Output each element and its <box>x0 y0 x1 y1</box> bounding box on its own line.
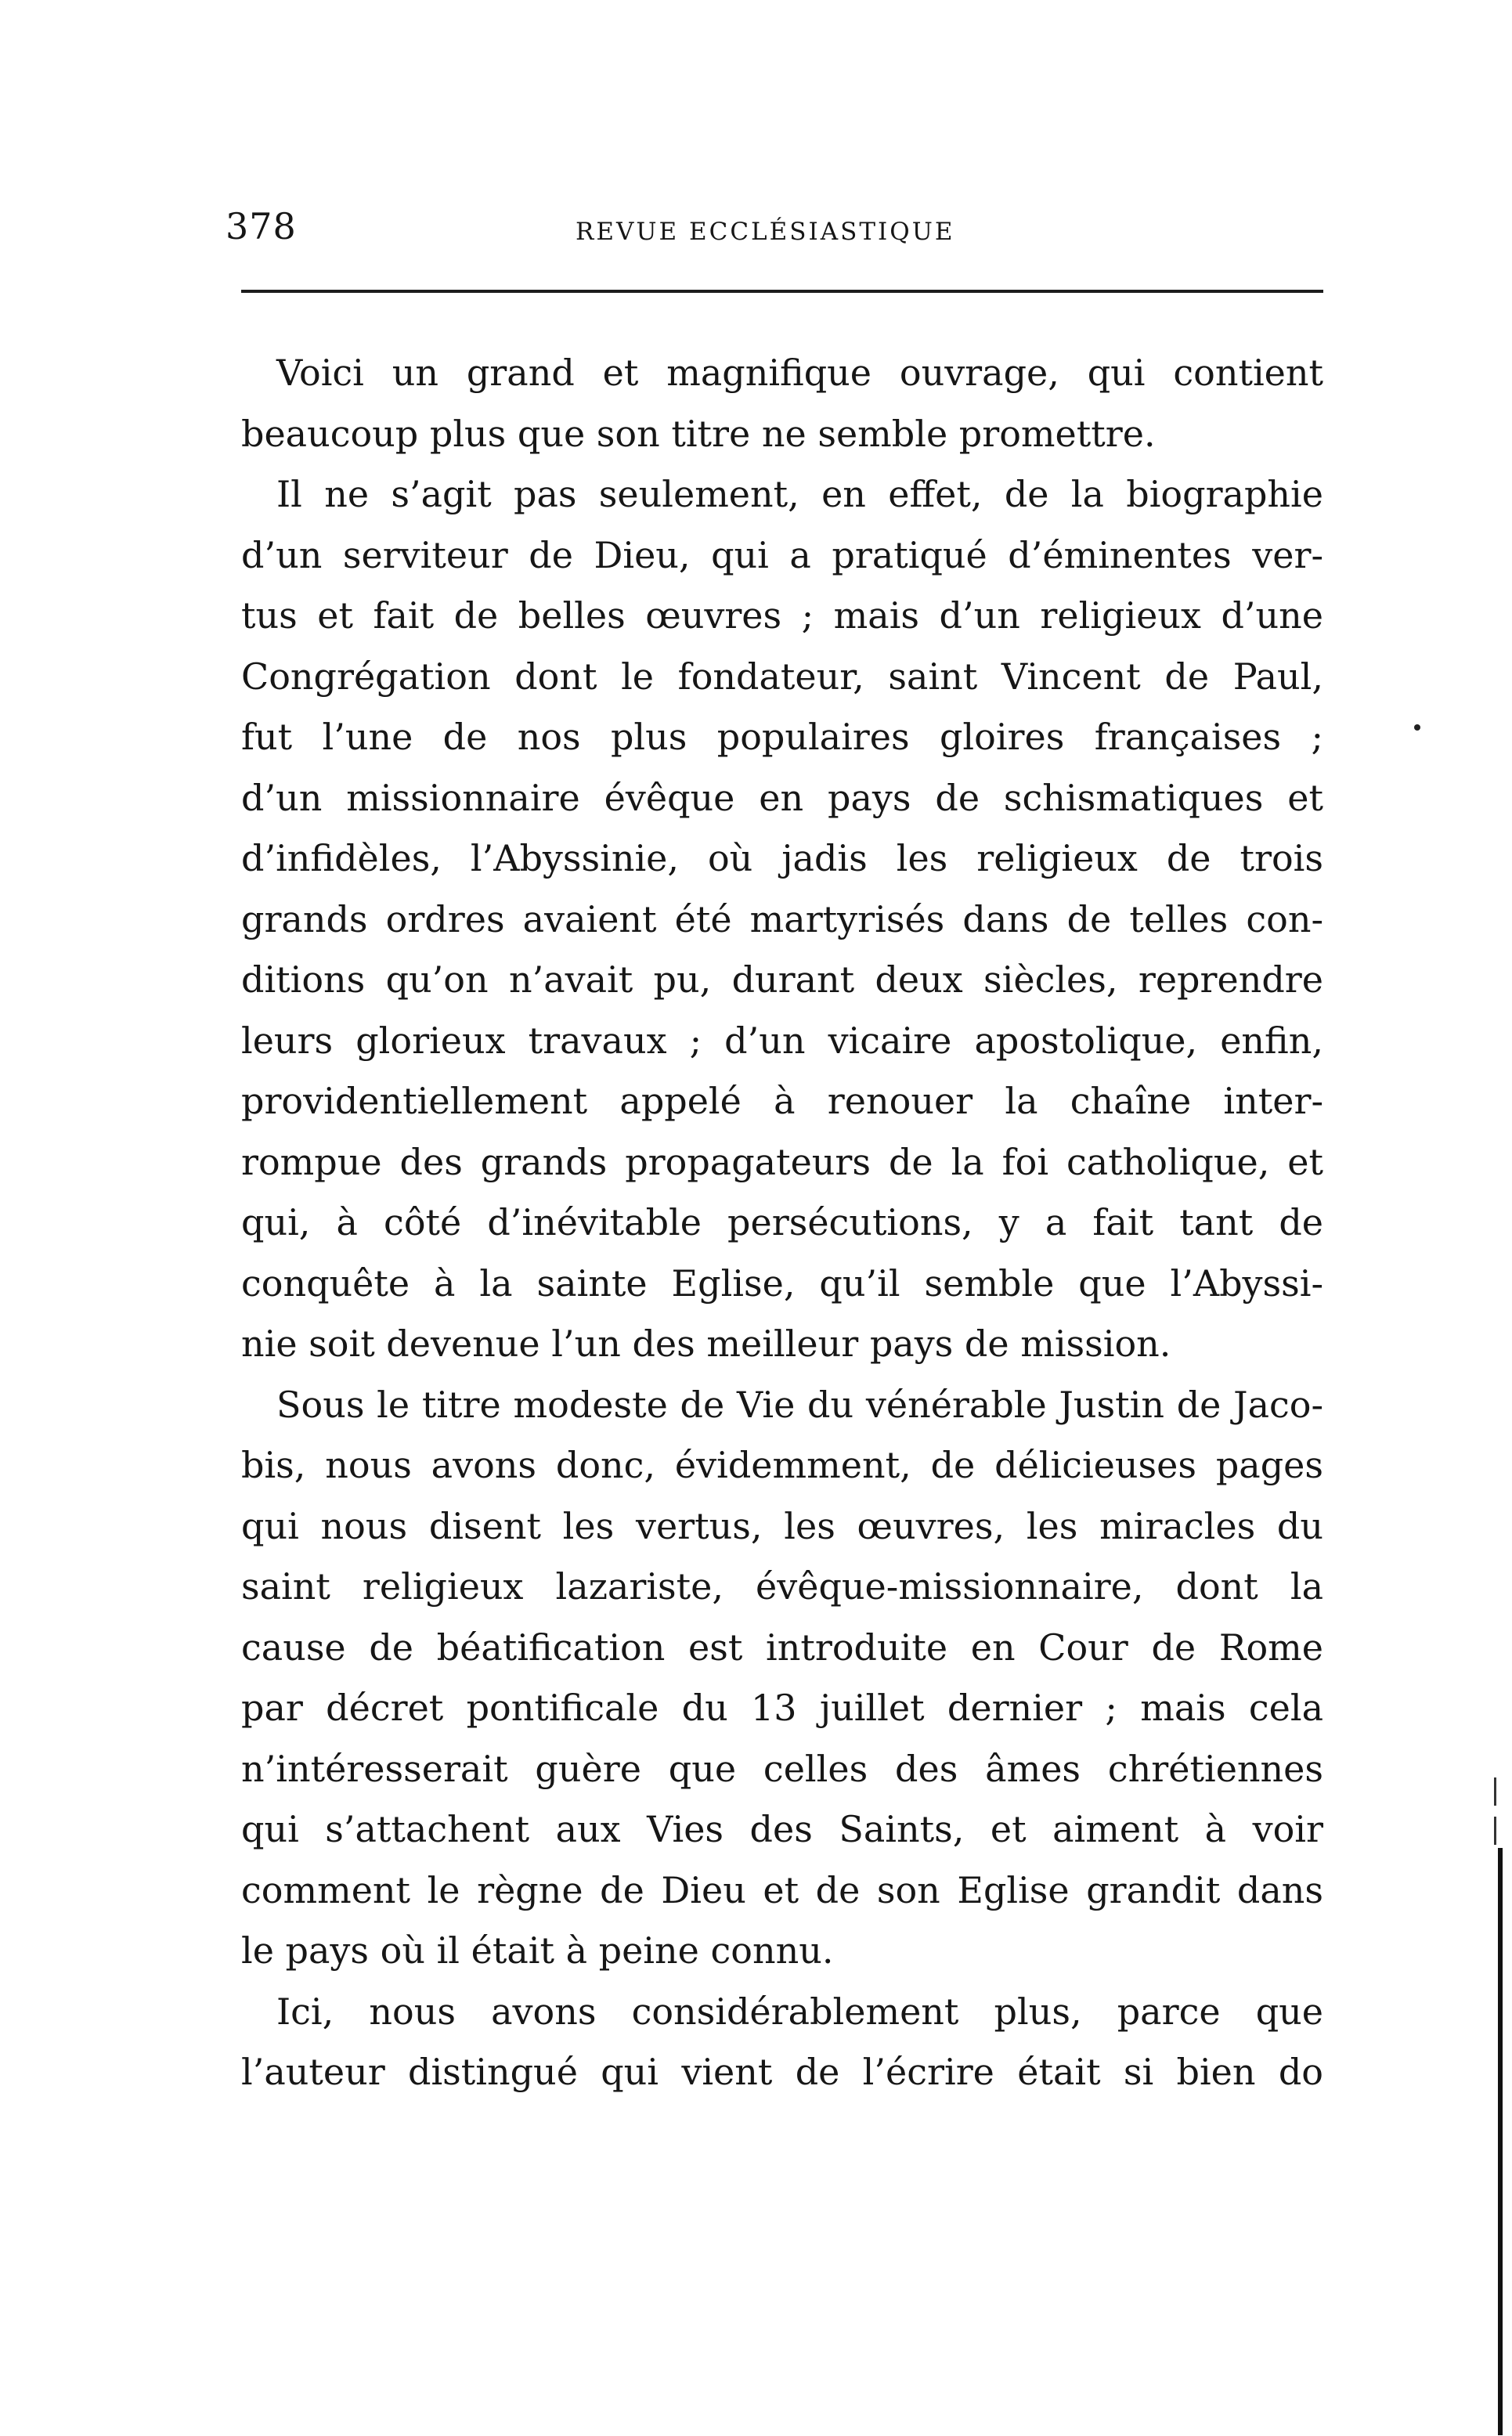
running-header: REVUE ECCLÉSIASTIQUE <box>576 218 955 246</box>
text-line: rompue des grands propagateurs de la foi catholique, et <box>241 1140 1323 1183</box>
text-line: conquête à la sainte Eglise, qu’il semble que l’Abyssi- <box>241 1261 1323 1305</box>
text-line: grands ordres avaient été martyrisés dans de telles con- <box>241 897 1323 940</box>
text-line: d’un missionnaire évêque en pays de schismatiques et <box>241 776 1323 819</box>
text-line: cause de béatification est introduite en Cour de Rome <box>241 1626 1323 1669</box>
article-body <box>241 343 1323 2103</box>
text-line: providentiellement appelé à renouer la chaîne inter- <box>241 1080 1323 1122</box>
text-line: ditions qu’on n’avait pu, durant deux siècles, reprendre <box>241 958 1323 1001</box>
text-line: saint religieux lazariste, évêque-missionnaire, dont la <box>241 1565 1323 1608</box>
text-line: beaucoup plus que son titre ne semble promettre. <box>241 412 1156 455</box>
text-line: bis, nous avons donc, évidemment, de délicieuses pages <box>241 1444 1323 1486</box>
text-line: par décret pontificale du 13 juillet dernier ; mais cela <box>241 1687 1323 1729</box>
text-line: qui, à côté d’inévitable persécutions, y a fait tant de <box>241 1201 1323 1243</box>
text-line: tus et fait de belles œuvres ; mais d’un religieux d’une <box>241 594 1323 637</box>
text-line: Il ne s’agit pas seulement, en effet, de la biographie <box>276 473 1323 515</box>
text-line: Congrégation dont le fondateur, saint Vincent de Paul, <box>241 655 1323 698</box>
margin-speck <box>1414 724 1420 731</box>
text-line: comment le règne de Dieu et de son Eglise grandit dans <box>241 1868 1323 1911</box>
text-line: fut l’une de nos plus populaires gloires françaises ; <box>241 716 1323 758</box>
text-line: d’un serviteur de Dieu, qui a pratiqué d’éminentes ver- <box>241 533 1323 576</box>
text-line: Ici, nous avons considérablement plus, parce que <box>276 1990 1323 2033</box>
text-line: l’auteur distingué qui vient de l’écrire était si bien do <box>241 2051 1323 2093</box>
text-line: le pays où il était à peine connu. <box>241 1929 834 1972</box>
header-rule <box>241 290 1323 293</box>
text-line: d’infidèles, l’Abyssinie, où jadis les religieux de trois <box>241 837 1323 879</box>
scan-edge-mark <box>1494 1777 1496 1806</box>
scan-edge-mark <box>1494 1817 1496 1845</box>
page-number: 378 <box>226 205 297 247</box>
text-line: leurs glorieux travaux ; d’un vicaire apostolique, enfin, <box>241 1019 1323 1062</box>
text-line: Voici un grand et magnifique ouvrage, qui contient <box>276 352 1323 394</box>
text-line: nie soit devenue l’un des meilleur pays de mission. <box>241 1323 1171 1365</box>
text-line: qui s’attachent aux Vies des Saints, et aiment à voir <box>241 1808 1323 1850</box>
text-line: Sous le titre modeste de Vie du vénérable Justin de Jaco- <box>276 1383 1323 1426</box>
text-line: qui nous disent les vertus, les œuvres, les miracles du <box>241 1504 1323 1547</box>
scan-edge-shadow <box>1498 1848 1503 2435</box>
text-line: n’intéresserait guère que celles des âmes chrétiennes <box>241 1747 1323 1790</box>
